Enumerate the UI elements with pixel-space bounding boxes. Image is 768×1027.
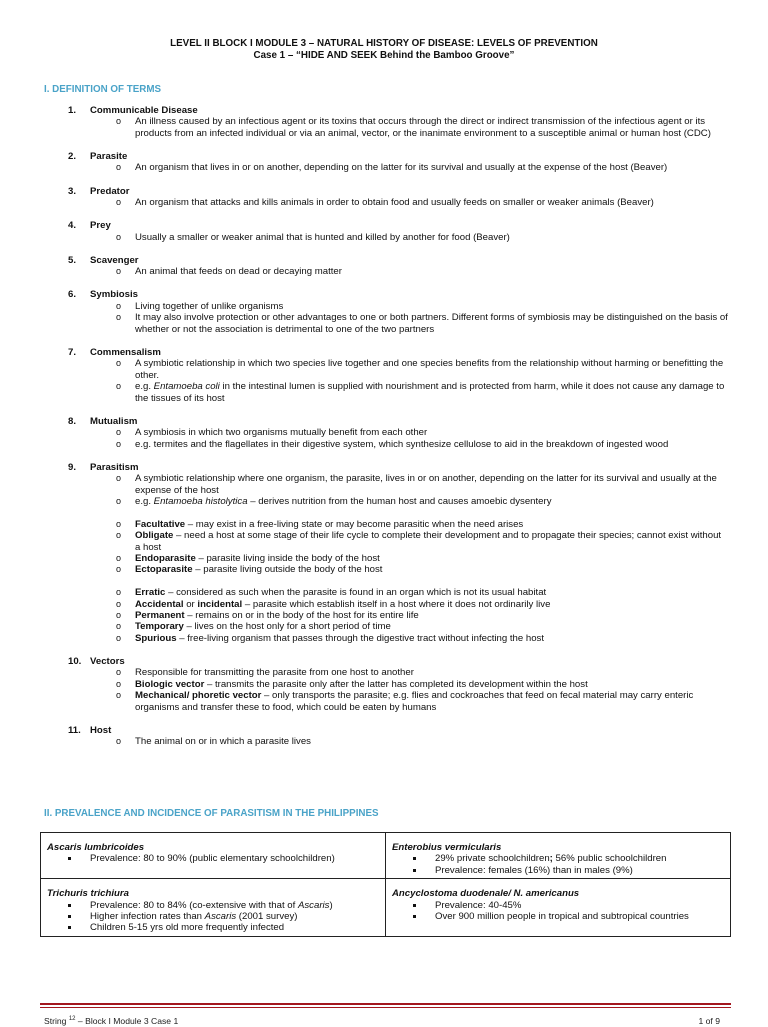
- list-spacer: [68, 507, 728, 518]
- term-items: [68, 736, 728, 747]
- cell-items: [47, 853, 379, 864]
- term-heading: [68, 416, 728, 427]
- text-run: – parasite living outside the body of the host: [192, 564, 383, 576]
- text-run: Obligate: [135, 530, 174, 542]
- document-subtitle: Case 1 – “HIDE AND SEEK Behind the Bamboo Groove”: [253, 50, 515, 61]
- term-heading: [68, 151, 728, 162]
- text-run: – need a host at some stage of their life cycle to complete their development and to propagate their species; cannot exist without a host: [135, 530, 722, 553]
- text-run: – parasite living inside the body of the host: [195, 552, 380, 564]
- list-item: [392, 853, 724, 864]
- term-items: [68, 266, 728, 277]
- list-item: [68, 553, 728, 564]
- text-run: Prevalence: females (16%) than in males (9%): [435, 864, 633, 876]
- hollow-circle-bullet-icon: o: [116, 197, 122, 208]
- hollow-circle-bullet-icon: o: [116, 300, 122, 311]
- term-entry: [68, 725, 728, 748]
- parasite-name: Enterobius vermicularis: [392, 842, 502, 853]
- text-run: 56% public schoolchildren: [552, 853, 667, 865]
- term-number: 6.: [68, 289, 77, 301]
- square-bullet-icon: [413, 869, 416, 872]
- term-entry: [68, 186, 728, 209]
- term-title: Parasite: [90, 151, 128, 163]
- hollow-circle-bullet-icon: o: [116, 162, 122, 173]
- footer-rule: [40, 1003, 731, 1005]
- term-title: Mutualism: [90, 415, 138, 427]
- text-run: Prevalence: 80 to 84% (co-extensive with that of: [90, 899, 298, 911]
- term-items: [68, 427, 728, 450]
- term-title: Predator: [90, 185, 130, 197]
- term-title: Scavenger: [90, 254, 139, 266]
- term-items: [68, 232, 728, 243]
- hollow-circle-bullet-icon: o: [116, 495, 122, 506]
- hollow-circle-bullet-icon: o: [116, 266, 122, 277]
- hollow-circle-bullet-icon: o: [116, 564, 122, 575]
- term-entry: [68, 416, 728, 450]
- text-run: Higher infection rates than: [90, 911, 205, 923]
- term-number: 7.: [68, 346, 77, 358]
- term-entry: [68, 255, 728, 278]
- hollow-circle-bullet-icon: o: [116, 667, 122, 678]
- list-item: [68, 116, 728, 139]
- hollow-circle-bullet-icon: o: [116, 231, 122, 242]
- text-run: A symbiotic relationship in which two species live together and one species benefits from the relationship without harming or benefitting the other.: [135, 358, 724, 381]
- square-bullet-icon: [68, 926, 71, 929]
- parasite-name: Trichuris trichiura: [47, 888, 129, 900]
- term-entry: [68, 462, 728, 644]
- term-entry: [68, 656, 728, 713]
- hollow-circle-bullet-icon: o: [116, 381, 122, 392]
- square-bullet-icon: [68, 857, 71, 860]
- list-item: [68, 266, 728, 277]
- list-item: [68, 690, 728, 713]
- term-items: [68, 116, 728, 139]
- text-run: Responsible for transmitting the parasite from one host to another: [135, 667, 414, 679]
- hollow-circle-bullet-icon: o: [116, 438, 122, 449]
- hollow-circle-bullet-icon: o: [116, 609, 122, 620]
- term-heading: [68, 255, 728, 266]
- list-item: [68, 312, 728, 335]
- text-run: or: [183, 598, 198, 610]
- hollow-circle-bullet-icon: o: [116, 358, 122, 369]
- text-run: – parasite which establish itself in a host where it does not ordinarily live: [242, 598, 551, 610]
- text-run: Prevalence: 80 to 90% (public elementary schoolchildren): [90, 853, 335, 865]
- term-heading: [68, 656, 728, 667]
- hollow-circle-bullet-icon: o: [116, 598, 122, 609]
- list-item: [68, 599, 728, 610]
- definition-list: [68, 105, 728, 759]
- term-title: Communicable Disease: [90, 105, 198, 116]
- term-number: 3.: [68, 185, 77, 197]
- text-run: incidental: [197, 598, 243, 610]
- term-items: [68, 473, 728, 644]
- document-header: [0, 38, 768, 62]
- parasite-name: Ascaris lumbricoides: [47, 842, 145, 853]
- text-run: ;: [549, 853, 553, 865]
- hollow-circle-bullet-icon: o: [116, 552, 122, 563]
- hollow-circle-bullet-icon: o: [116, 736, 122, 747]
- term-title: Parasitism: [90, 461, 139, 473]
- list-item: [68, 519, 728, 530]
- section-heading-prevalence: II. PREVALENCE AND INCIDENCE OF PARASITISM IN THE PHILIPPINES: [44, 808, 379, 819]
- text-run: Biologic vector: [135, 678, 205, 690]
- text-run: – considered as such when the parasite is found in an organ which is not its usual habitat: [165, 587, 547, 599]
- term-entry: [68, 220, 728, 243]
- list-item: [68, 496, 728, 507]
- list-spacer: [68, 576, 728, 587]
- list-item: [68, 667, 728, 678]
- section-heading-definitions: I. DEFINITION OF TERMS: [44, 84, 162, 95]
- text-run: Temporary: [135, 621, 184, 633]
- text-run: Spurious: [135, 632, 177, 644]
- hollow-circle-bullet-icon: o: [116, 621, 122, 632]
- footer-left-text: String $^{12}$ – Block I Module 3 Case 1: [44, 1016, 179, 1026]
- term-items: [68, 358, 728, 404]
- table-row: [41, 833, 731, 879]
- square-bullet-icon: [68, 904, 71, 907]
- text-run: ): [329, 899, 333, 911]
- term-number: 10.: [68, 655, 82, 667]
- cell-items: [392, 900, 724, 923]
- term-heading: [68, 220, 728, 231]
- text-run: e.g.: [135, 495, 154, 507]
- text-run: Prevalence: 40-45%: [435, 899, 522, 911]
- square-bullet-icon: [413, 857, 416, 860]
- text-run: – derives nutrition from the human host and causes amoebic dysentery: [247, 495, 552, 507]
- square-bullet-icon: [413, 915, 416, 918]
- text-run: Permanent: [135, 609, 185, 621]
- text-run: Endoparasite: [135, 552, 196, 564]
- list-item: [68, 587, 728, 598]
- list-item: [392, 865, 724, 876]
- list-item: [68, 610, 728, 621]
- hollow-circle-bullet-icon: o: [116, 518, 122, 529]
- term-entry: [68, 289, 728, 335]
- list-item: [68, 232, 728, 243]
- text-run: – remains on or in the body of the host for its entire life: [184, 609, 419, 621]
- term-items: [68, 197, 728, 208]
- list-item: [47, 853, 379, 864]
- list-item: [47, 911, 379, 922]
- hollow-circle-bullet-icon: o: [116, 690, 122, 701]
- term-heading: [68, 289, 728, 300]
- prevalence-table: [40, 832, 731, 937]
- term-heading: [68, 347, 728, 358]
- list-item: [68, 621, 728, 632]
- text-run: An organism that lives in or on another, depending on the latter for its survival and usually at the expense of the host (Beaver): [135, 162, 668, 174]
- list-item: [68, 530, 728, 553]
- text-run: in the intestinal lumen is supplied with nourishment and is protected from harm, while it does not cause any damage to the tissues of its host: [135, 381, 725, 404]
- document-title: LEVEL II BLOCK I MODULE 3 – NATURAL HISTORY OF DISEASE: LEVELS OF PREVENTION: [170, 38, 598, 49]
- list-item: [68, 633, 728, 644]
- term-items: [68, 301, 728, 335]
- text-run: The animal on or in which a parasite lives: [135, 736, 311, 748]
- text-run: An illness caused by an infectious agent or its toxins that occurs through the direct or indirect transmission of the infectious agent or its products from an infected individual or via an animal, vector, or the inanimate environment to a susceptible animal or human host (CDC): [135, 116, 711, 139]
- page-number: 1 of 9: [698, 1016, 720, 1026]
- text-run: – lives on the host only for a short period of time: [183, 621, 391, 633]
- text-run: – only transports the parasite; e.g. flies and cockroaches that feed on fecal material may carry enteric organisms and transfer these to food, which could be eaten by humans: [135, 690, 694, 713]
- term-number: 1.: [68, 105, 77, 116]
- table-cell: [41, 833, 386, 879]
- list-item: [68, 473, 728, 496]
- text-run: Children 5-15 yrs old more frequently infected: [90, 922, 285, 934]
- table-cell: [386, 879, 731, 937]
- list-item: [68, 197, 728, 208]
- term-number: 4.: [68, 220, 77, 232]
- list-item: [68, 679, 728, 690]
- term-title: Prey: [90, 220, 111, 232]
- term-entry: [68, 347, 728, 404]
- text-run: – may exist in a free-living state or may become parasitic when the need arises: [185, 518, 524, 530]
- text-run: A symbiosis in which two organisms mutually benefit from each other: [135, 427, 428, 439]
- text-run: It may also involve protection or other advantages to one or both partners. Different forms of symbiosis may be distinguished on the basis of whether or not the association is detrimental to one of the two partners: [135, 312, 728, 335]
- list-item: [68, 381, 728, 404]
- text-run: Entamoeba histolytica: [153, 495, 248, 507]
- term-heading: [68, 105, 728, 116]
- text-run: Usually a smaller or weaker animal that is hunted and killed by another for food (Beaver): [135, 231, 510, 243]
- list-item: [68, 162, 728, 173]
- list-item: [68, 301, 728, 312]
- term-title: Symbiosis: [90, 289, 138, 301]
- list-item: [68, 358, 728, 381]
- term-heading: [68, 186, 728, 197]
- hollow-circle-bullet-icon: o: [116, 312, 122, 323]
- term-entry: [68, 105, 728, 139]
- list-item: [68, 439, 728, 450]
- square-bullet-icon: [413, 904, 416, 907]
- table-row: [41, 879, 731, 937]
- term-number: 5.: [68, 254, 77, 266]
- text-run: A symbiotic relationship where one organism, the parasite, lives in or on another, depending on the latter for its survival and usually at the expense of the host: [135, 473, 717, 496]
- text-run: Ascaris: [297, 899, 330, 911]
- text-run: 29% private schoolchildren: [435, 853, 550, 865]
- term-number: 9.: [68, 461, 77, 473]
- text-run: Living together of unlike organisms: [135, 300, 284, 312]
- table-cell: [386, 833, 731, 879]
- term-title: Vectors: [90, 655, 125, 667]
- text-run: – free-living organism that passes through the digestive tract without infecting the host: [176, 632, 545, 644]
- hollow-circle-bullet-icon: o: [116, 678, 122, 689]
- text-run: e.g.: [135, 381, 154, 393]
- text-run: Erratic: [135, 587, 166, 599]
- term-items: [68, 162, 728, 173]
- text-run: Facultative: [135, 518, 186, 530]
- hollow-circle-bullet-icon: o: [116, 632, 122, 643]
- table-cell: [41, 879, 386, 937]
- term-title: Commensalism: [90, 346, 161, 358]
- term-title: Host: [90, 724, 112, 736]
- text-run: Over 900 million people in tropical and subtropical countries: [435, 911, 689, 923]
- list-item: [68, 736, 728, 747]
- footer-rule-thin: [40, 1007, 731, 1008]
- term-items: [68, 667, 728, 713]
- text-run: – transmits the parasite only after the latter has completed its development within the host: [204, 678, 588, 690]
- list-item: [47, 900, 379, 911]
- hollow-circle-bullet-icon: o: [116, 427, 122, 438]
- hollow-circle-bullet-icon: o: [116, 116, 122, 127]
- list-item: [392, 911, 724, 922]
- text-run: Entamoeba coli: [153, 381, 220, 393]
- parasite-name: Ancyclostoma duodenale/ N. americanus: [392, 888, 580, 900]
- term-entry: [68, 151, 728, 174]
- text-run: Ascaris: [204, 911, 237, 923]
- term-heading: [68, 725, 728, 736]
- text-run: Accidental: [135, 598, 184, 610]
- text-run: (2001 survey): [236, 911, 298, 923]
- list-item: [392, 900, 724, 911]
- hollow-circle-bullet-icon: o: [116, 530, 122, 541]
- term-number: 8.: [68, 415, 77, 427]
- hollow-circle-bullet-icon: o: [116, 587, 122, 598]
- list-item: [47, 922, 379, 933]
- cell-items: [392, 853, 724, 876]
- square-bullet-icon: [68, 915, 71, 918]
- term-number: 11.: [68, 724, 81, 736]
- term-heading: [68, 462, 728, 473]
- text-run: An animal that feeds on dead or decaying matter: [135, 266, 342, 278]
- text-run: Mechanical/ phoretic vector: [135, 690, 262, 702]
- cell-items: [47, 900, 379, 934]
- hollow-circle-bullet-icon: o: [116, 473, 122, 484]
- list-item: [68, 427, 728, 438]
- term-number: 2.: [68, 151, 77, 163]
- list-item: [68, 564, 728, 575]
- text-run: An organism that attacks and kills animals in order to obtain food and usually feeds on smaller or weaker animals (Beaver): [135, 197, 654, 209]
- text-run: Ectoparasite: [135, 564, 193, 576]
- text-run: e.g. termites and the flagellates in their digestive system, which synthesize cellulose to aid in the breakdown of ingested wood: [135, 438, 669, 450]
